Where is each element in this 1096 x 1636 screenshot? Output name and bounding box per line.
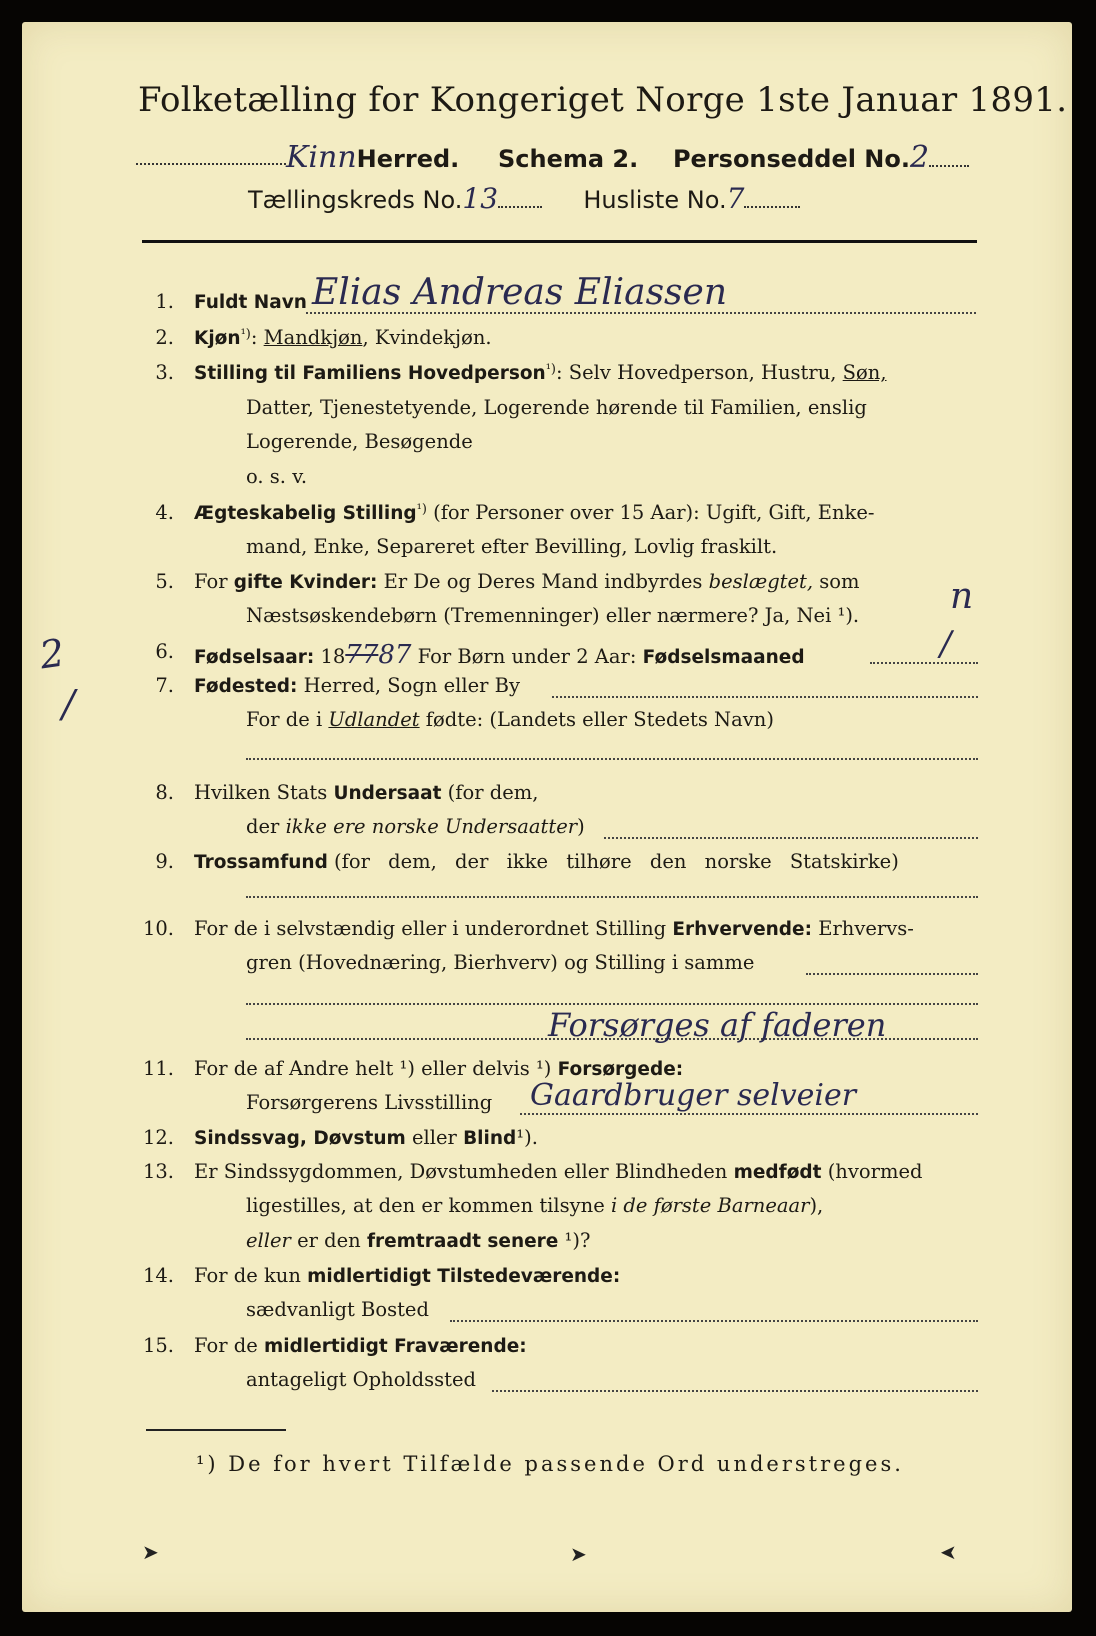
q7-line1 — [194, 674, 520, 697]
husliste-leader — [744, 206, 800, 208]
q5-text-c: som — [819, 570, 860, 593]
q3-sup: ¹) — [545, 362, 557, 377]
q2-colon: : — [250, 326, 258, 349]
kreds-label: Tællingskreds No. — [248, 186, 463, 214]
q6-year-value: 87 — [378, 640, 412, 670]
header-rule — [142, 240, 977, 243]
q11-line1 — [194, 1057, 683, 1080]
q5-pre: For — [194, 570, 228, 593]
q6-line — [194, 640, 805, 670]
q6-label: Fødselsaar: — [194, 647, 315, 668]
husliste-value: 7 — [726, 182, 745, 215]
q6-number: 6. — [155, 640, 174, 663]
q11-label: Forsørgede: — [557, 1059, 684, 1080]
q9-label: Trossamfund — [194, 852, 328, 873]
q1-label-text: Fuldt Navn — [194, 292, 307, 313]
q13-line2 — [246, 1194, 823, 1217]
q1-label — [194, 290, 307, 313]
q15-leader — [492, 1390, 978, 1392]
personseddel-label: Personseddel No. — [672, 145, 910, 173]
kreds-leader — [498, 206, 542, 208]
q7-label: Fødested: — [194, 676, 298, 697]
q11-leader — [520, 1113, 978, 1115]
q3-number: 3. — [155, 361, 174, 384]
q13-line1 — [194, 1160, 922, 1183]
q15-number: 15. — [142, 1334, 174, 1357]
q2-option-mandkjon: Mandkjøn — [263, 326, 363, 349]
q8-text-c: (for dem, — [447, 781, 539, 804]
q13-label: medfødt — [733, 1162, 822, 1183]
q6-year-prefix: 18 — [320, 645, 346, 668]
q5-text-a: Er De og Deres Mand indbyrdes — [383, 570, 703, 593]
q10-leader1 — [806, 973, 978, 975]
q14-line2: sædvanligt Bosted — [246, 1298, 429, 1321]
q8-leader — [604, 837, 978, 839]
q2-separator: , — [362, 326, 369, 349]
margin-note-slash: / — [62, 682, 75, 726]
form-title: Folketælling for Kongeriget Norge 1ste Januar 1891. — [138, 80, 1068, 120]
q8-text2b: ikke ere norske Undersaatter — [285, 815, 578, 838]
q9-line1 — [194, 850, 899, 873]
q7-leader2 — [246, 758, 978, 760]
q13-text2c: ), — [809, 1194, 824, 1217]
q13-text3b: er den — [297, 1229, 361, 1252]
q4-text: (for Personer over 15 Aar): Ugift, Gift, Enke- — [433, 501, 875, 524]
q2-sup: ¹) — [240, 327, 251, 342]
q11-value: Gaardbruger selveier — [530, 1078, 857, 1113]
q10-text-a: For de i selvstændig eller i underordnet Stilling — [194, 917, 667, 940]
q10-label: Erhvervende: — [672, 919, 812, 940]
q3-options-a: : Selv Hovedperson, Hustru, — [556, 361, 837, 384]
q14-label: midlertidigt Tilstedeværende: — [307, 1266, 621, 1287]
q15-line2: antageligt Opholdssted — [246, 1368, 477, 1391]
schema-label: Schema 2. — [497, 145, 639, 173]
footnote: ¹) De for hvert Tilfælde passende Ord understreges. — [196, 1452, 904, 1476]
q12-label2: Blind — [463, 1128, 517, 1149]
q12-sup: ¹). — [516, 1126, 538, 1149]
husliste-label: Husliste No. — [583, 186, 727, 214]
q10-value: Forsørges af faderen — [548, 1006, 887, 1044]
q7-number: 7. — [155, 674, 174, 697]
q2-number: 2. — [155, 326, 174, 349]
q13-text2a: ligestilles, at den er kommen tilsyne — [246, 1194, 605, 1217]
q8-text-a: Hvilken Stats — [194, 781, 328, 804]
q1-number: 1. — [155, 290, 174, 313]
q14-number: 14. — [142, 1264, 174, 1287]
personseddel-value: 2 — [910, 140, 930, 175]
q8-number: 8. — [155, 781, 174, 804]
q13-number: 13. — [142, 1160, 174, 1183]
q15-label: midlertidigt Fraværende: — [263, 1336, 527, 1357]
q4-label: Ægteskabelig Stilling — [194, 503, 417, 524]
q7-line2 — [246, 708, 774, 731]
q10-number: 10. — [142, 917, 174, 940]
q6-mid: For Børn under 2 Aar: — [417, 645, 637, 668]
q2-option-kvindekjon: Kvindekjøn. — [374, 326, 492, 349]
q3-option-son: Søn, — [842, 361, 887, 384]
q12-number: 12. — [142, 1126, 174, 1149]
q11-line2: Forsørgerens Livsstilling — [246, 1091, 493, 1114]
q13-text2b: i de første Barneaar — [610, 1194, 810, 1217]
q4-number: 4. — [155, 501, 174, 524]
q3-line3: Logerende, Besøgende — [246, 430, 473, 453]
q9-text: (for dem, der ikke tilhøre den norske Statskirke) — [334, 850, 899, 873]
q6-month-value: / — [940, 624, 952, 664]
kreds-value: 13 — [462, 182, 499, 215]
q7-text2b: Udlandet — [328, 708, 420, 731]
q4-sup: ¹) — [416, 502, 427, 517]
q8-label: Undersaat — [333, 783, 442, 804]
q6-leader — [870, 662, 978, 664]
q13-text-b: (hvormed — [827, 1160, 923, 1183]
q14-line1 — [194, 1264, 620, 1287]
herred-value: Kinn — [286, 140, 357, 175]
q8-line2 — [246, 815, 585, 838]
registration-mark-left: ➤ — [142, 1542, 159, 1564]
q7-leader1 — [552, 696, 978, 698]
q5-line2: Næstsøskendebørn (Tremenninger) eller nærmere? Ja, Nei ¹). — [246, 604, 860, 627]
q11-number: 11. — [142, 1057, 174, 1080]
q8-line1 — [194, 781, 538, 804]
q5-label: gifte Kvinder: — [233, 572, 378, 593]
q5-text-b: beslægtet, — [708, 570, 814, 593]
q14-leader — [450, 1320, 978, 1322]
q8-text2a: der — [246, 815, 280, 838]
q3-line1 — [194, 361, 887, 384]
personseddel-leader — [929, 165, 969, 167]
q15-line1 — [194, 1334, 527, 1357]
q5-line1 — [194, 570, 860, 593]
q3-line2: Datter, Tjenestetyende, Logerende hørende til Familien, enslig — [246, 396, 867, 419]
q11-text-a: For de af Andre helt ¹) eller delvis ¹) — [194, 1057, 552, 1080]
header-line-herred — [136, 140, 996, 176]
q12-mid: eller — [412, 1126, 457, 1149]
q10-line2: gren (Hovednæring, Bierhverv) og Stilling i samme — [246, 951, 755, 974]
q13-text3c: ¹)? — [564, 1229, 591, 1252]
q5-value: n — [950, 576, 974, 617]
q7-text: Herred, Sogn eller By — [303, 674, 521, 697]
q1-value: Elias Andreas Eliassen — [312, 272, 728, 313]
q10-text-b: Erhvervs- — [818, 917, 914, 940]
q13-line3 — [246, 1229, 590, 1252]
q10-leader2 — [246, 1003, 978, 1005]
q7-text2c: fødte: (Landets eller Stedets Navn) — [425, 708, 774, 731]
header-line-kreds — [248, 182, 888, 218]
margin-note-2: 2 — [37, 630, 68, 678]
q10-line1 — [194, 917, 914, 940]
q7-text2a: For de i — [246, 708, 323, 731]
q9-number: 9. — [155, 850, 174, 873]
q9-leader — [246, 896, 978, 898]
q4-line2: mand, Enke, Separeret efter Bevilling, Lovlig fraskilt. — [246, 535, 778, 558]
q6-year-struck: 77 — [345, 640, 379, 670]
q13-text-a: Er Sindssygdommen, Døvstumheden eller Blindheden — [194, 1160, 728, 1183]
herred-label: Herred. — [356, 145, 460, 173]
q14-text-a: For de kun — [194, 1264, 301, 1287]
q2-line — [194, 326, 492, 349]
q13-label2: fremtraadt senere — [366, 1231, 559, 1252]
q8-text2c: ) — [577, 815, 585, 838]
q13-text3a: eller — [246, 1229, 291, 1252]
q3-line4: o. s. v. — [246, 465, 308, 488]
registration-mark-right: ➤ — [940, 1542, 957, 1564]
q3-label: Stilling til Familiens Hovedperson — [194, 363, 546, 384]
q12-label: Sindssvag, Døvstum — [194, 1128, 406, 1149]
q15-text-a: For de — [194, 1334, 258, 1357]
registration-mark-center: ➤ — [570, 1544, 587, 1566]
q12-line — [194, 1126, 538, 1149]
q5-number: 5. — [155, 570, 174, 593]
q4-line1 — [194, 501, 875, 524]
q2-label: Kjøn — [194, 328, 241, 349]
footnote-rule — [146, 1429, 286, 1431]
herred-leader — [136, 163, 286, 165]
q6-label2: Fødselsmaaned — [642, 647, 805, 668]
